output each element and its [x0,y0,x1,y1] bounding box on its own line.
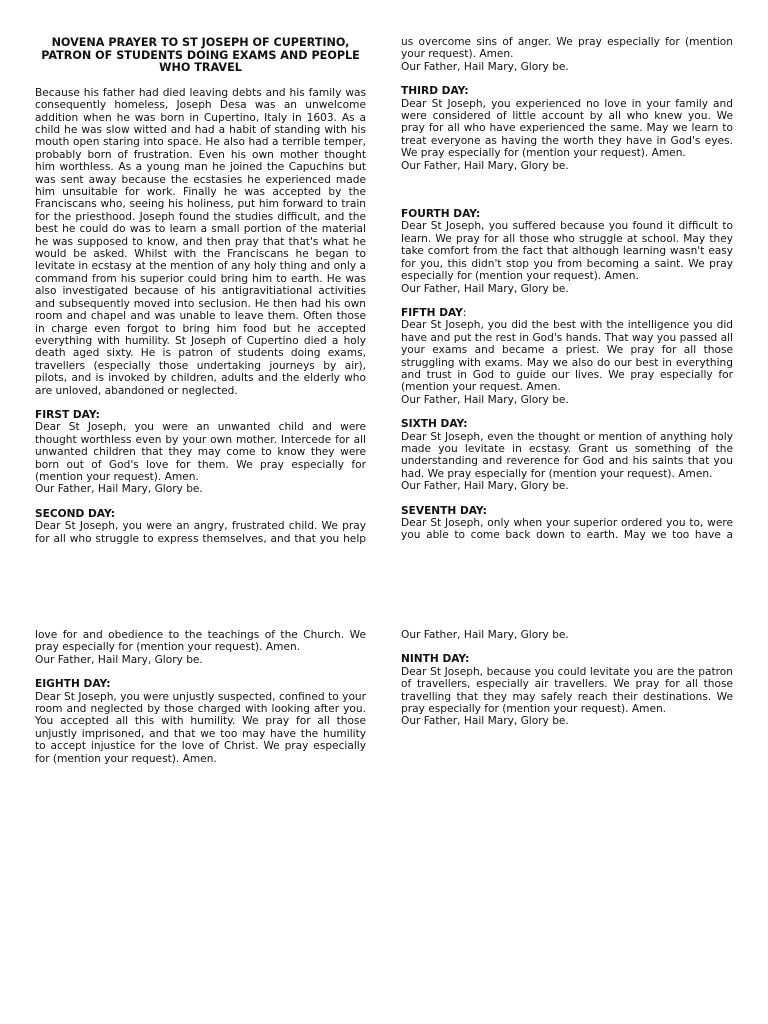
eighth-day-prayer: Dear St Joseph, you were unjustly suspected, confined to your room and neglected by those charged with looking after you. You accepted all this with humility. We pray for all those unjustly imprisoned, and that we too may have the humility to accept injustice for the love of Christ. We pray especially for (mention your request). Amen. [35,690,366,765]
first-day-heading: FIRST DAY: [35,408,100,421]
bottom-right-column [401,629,733,728]
eighth-day-heading: EIGHTH DAY: [35,678,111,691]
first-day-closing: Our Father, Hail Mary, Glory be. [35,483,203,496]
ninth-day-closing: Our Father, Hail Mary, Glory be. [401,715,569,728]
third-day-prayer: Dear St Joseph, you experienced no love in your family and were considered of little account by all who knew you. We pray for all who have experienced the same. May we learn to treat everyone as having the worth they have in God's eyes. We pray especially for (mention your request). Amen. [401,97,733,160]
bottom-left-column [35,629,366,765]
ninth-day-heading: NINTH DAY: [401,653,470,666]
seventh-day-heading: SEVENTH DAY: [401,504,487,517]
fourth-day-prayer: Dear St Joseph, you suffered because you found it difficult to learn. We pray for all those who struggle at school. May they take comfort from the fact that although learning wasn't easy for you, this didn't stop you from becoming a saint. We pray especially for (mention your request). Amen. [401,220,733,283]
second-day-heading: SECOND DAY: [35,507,115,520]
fifth-day-closing: Our Father, Hail Mary, Glory be. [401,393,569,406]
second-day-closing: Our Father, Hail Mary, Glory be. [401,60,569,73]
seventh-day-closing: Our Father, Hail Mary, Glory be. [35,653,203,666]
fourth-day-closing: Our Father, Hail Mary, Glory be. [401,282,569,295]
second-day-prayer-part1: Dear St Joseph, you were an angry, frustrated child. We pray for all who struggle to express themselves, and that you help [35,520,366,545]
first-day-prayer: Dear St Joseph, you were an unwanted child and were thought worthless even by your own mother. Intercede for all unwanted children that they may come to know they were born out of God's love for them. We pray especially for (mention your request). Amen. [35,421,366,483]
sixth-day-closing: Our Father, Hail Mary, Glory be. [401,480,569,493]
third-day-closing: Our Father, Hail Mary, Glory be. [401,159,569,172]
fifth-day-heading: FIFTH DAY [401,306,463,319]
third-day-heading: THIRD DAY: [401,85,469,98]
fourth-day-heading: FOURTH DAY: [401,208,481,221]
intro-paragraph: Because his father had died leaving debts and his family was consequently homeless, Joseph Desa was an unwelcome addition when he was born in Cupertino, Italy in 1603. As a child he was slow witted and had a habit of standing with his mouth open staring into space. He also had a terrible temper, probably born of frustration. Even his own mother thought him worthless. As a young man he joined the Capuchins but was sent away because the ecstasies he experienced made him unsuitable for work. Finally he was accepted by the Franciscans who, seeing his holiness, put him forward to train for the priesthood. Joseph found the studies difficult, and the best he could do was to learn a small portion of the material he was supposed to know, and then pray that that's what he would be asked. Whilst with the Franciscans he began to levitate in ecstasy at the mention of any holy thing and only a command from his superior could bring him to earth. He was also investigated because of his antigravitiational activities and subsequently moved into seclusion. He then had his own room and chapel and was unable to leave them. Often those in charge even forgot to bring him food but he accepted everything with humility. St Joseph of Cupertino died a holy death aged sixty. He is patron of students doing exams, travellers (especially those undertaking journeys by air), pilots, and is invoked by children, adults and the elderly who are unloved, abandoned or neglected. [35,86,366,397]
fifth-day-heading-line [401,307,733,319]
second-day-prayer-part2: us overcome sins of anger. We pray especially for (mention your request). Amen. [401,36,733,61]
seventh-day-prayer-part2: love for and obedience to the teachings of the Church. We pray especially for (mention your request). Amen. [35,629,366,654]
sixth-day-prayer: Dear St Joseph, even the thought or mention of anything holy made you levitate in ecstasy. Grant us something of the understanding and reverence for God and his saints that you had. We pray especially for (mention your request). Amen. [401,430,733,480]
top-right-column [401,36,733,542]
fifth-day-heading-colon: : [462,306,467,319]
eighth-day-closing: Our Father, Hail Mary, Glory be. [401,629,569,641]
top-left-column [35,37,366,545]
document-title: NOVENA PRAYER TO ST JOSEPH OF CUPERTINO, PATRON OF STUDENTS DOING EXAMS AND PEOPLE WHO TRAVEL [41,36,360,75]
sixth-day-heading: SIXTH DAY: [401,418,468,431]
seventh-day-prayer-part1: Dear St Joseph, only when your superior ordered you to, were you able to come back down to earth. May we too have a [401,517,733,542]
fifth-day-prayer: Dear St Joseph, you did the best with the intelligence you did have and put the rest in God's hands. That way you passed all your exams and became a priest. We pray for all those struggling with exams. May we also do our best in everything and trust in God to guide our lives. We pray especially for (mention your request. Amen. [401,319,733,394]
ninth-day-prayer: Dear St Joseph, because you could levitate you are the patron of travellers, especially air travellers. We pray for all those travelling that they may safely reach their destinations. We pray especially for (mention your request). Amen. [401,665,733,716]
